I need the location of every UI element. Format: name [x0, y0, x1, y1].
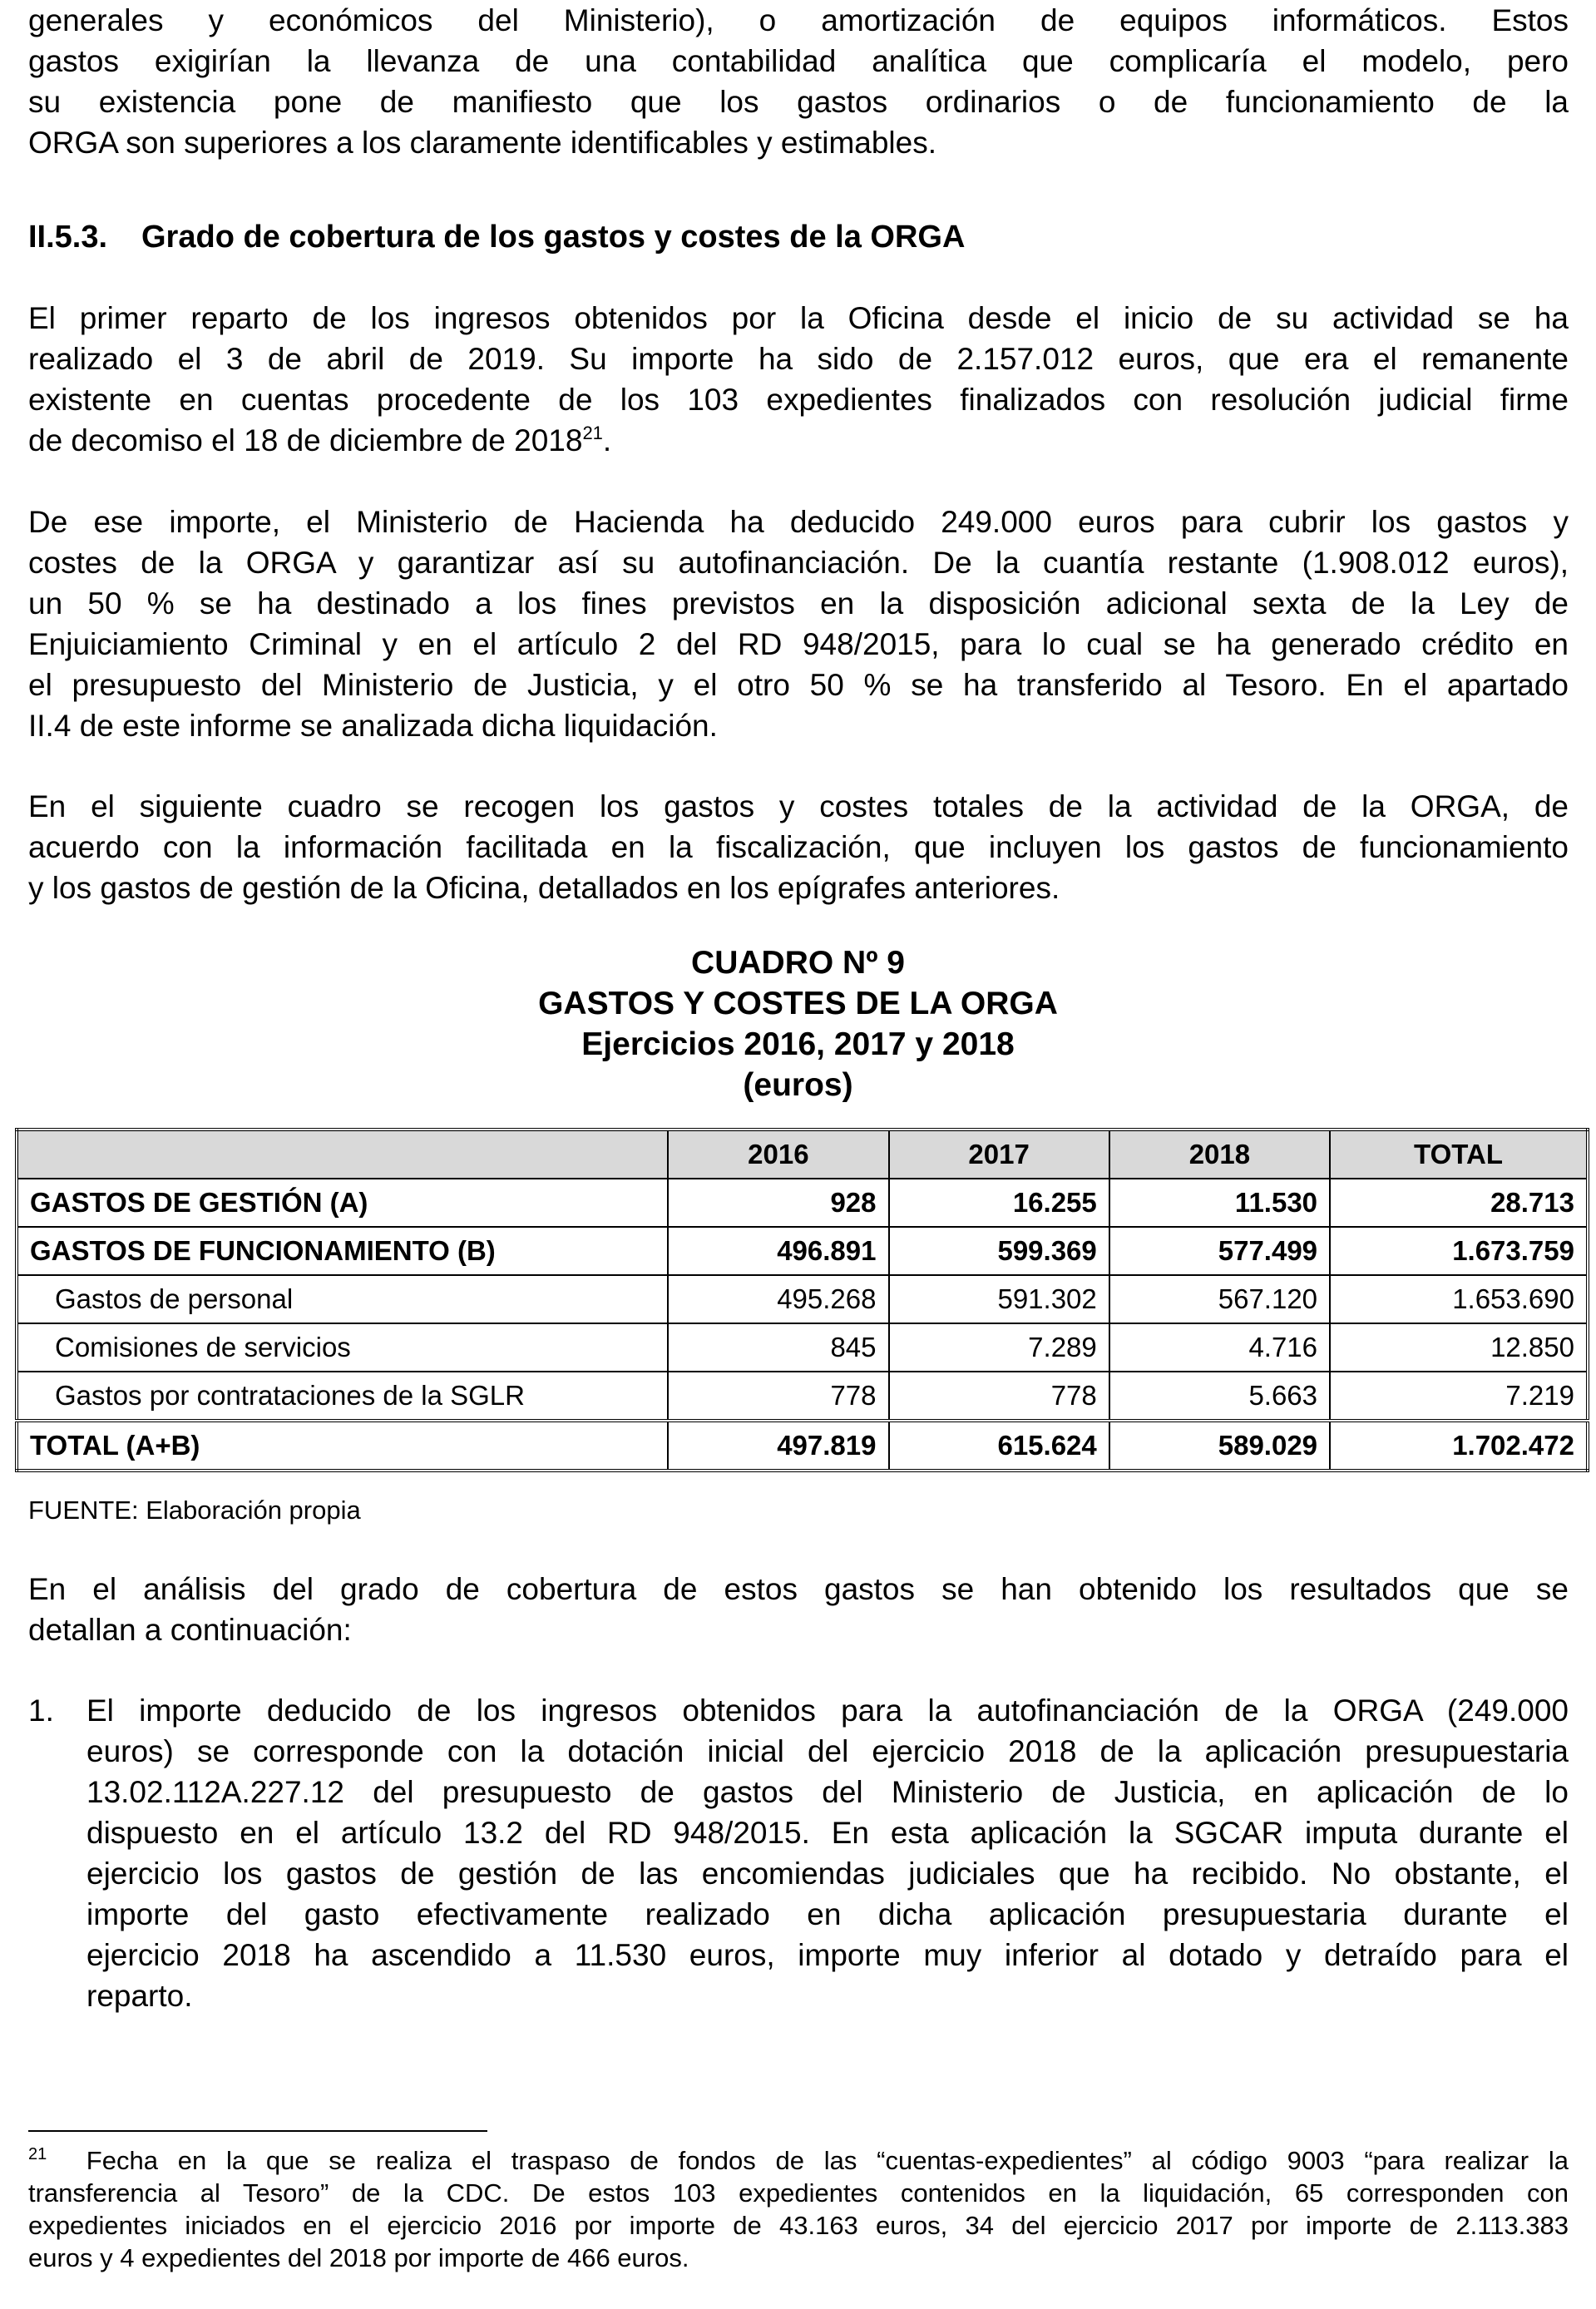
- row-label: Gastos de personal: [17, 1275, 668, 1323]
- row-label: GASTOS DE FUNCIONAMIENTO (B): [17, 1227, 668, 1275]
- table-cell: 495.268: [668, 1275, 888, 1323]
- text-line-with-footnote: [28, 420, 1569, 461]
- footnote-separator: [28, 2130, 487, 2132]
- text-fragment: de decomiso el 18 de diciembre de 2018: [28, 423, 583, 457]
- list-item: [86, 1690, 1569, 2016]
- table-cell: 16.255: [889, 1179, 1109, 1227]
- row-label: Comisiones de servicios: [17, 1323, 668, 1372]
- table-row: [17, 1227, 1588, 1275]
- text-line: su existencia pone de manifiesto que los gastos ordinarios o de funcionamiento de la: [28, 85, 1569, 119]
- table-caption: [0, 942, 1596, 1105]
- footnote-text: Fecha en la que se realiza el traspaso de fondos de las “cuentas-expedientes” al código 9003 “para realizar la: [86, 2146, 1569, 2175]
- text-line: El primer reparto de los ingresos obtenidos por la Oficina desde el inicio de su actividad se ha: [28, 301, 1569, 335]
- table-cell: 1.702.472: [1330, 1421, 1588, 1471]
- expenses-table: [15, 1128, 1589, 1472]
- table-row: [17, 1275, 1588, 1323]
- table-cell: 845: [668, 1323, 888, 1372]
- table-cell: 7.289: [889, 1323, 1109, 1372]
- table-cell: 497.819: [668, 1421, 888, 1471]
- paragraph-2: [28, 502, 1569, 746]
- text-line: el presupuesto del Ministerio de Justicia, y el otro 50 % se ha transferido al Tesoro. En el apartado: [28, 668, 1569, 702]
- table-header-cell: TOTAL: [1330, 1130, 1588, 1179]
- text-line: realizado el 3 de abril de 2019. Su importe ha sido de 2.157.012 euros, que era el remanente: [28, 342, 1569, 376]
- table-row: [17, 1323, 1588, 1372]
- footnote-line: transferencia al Tesoro” de la CDC. De estos 103 expedientes contenidos en la liquidación, 65 corresponden con: [28, 2178, 1569, 2208]
- footnote: [28, 2144, 1569, 2274]
- text-line: acuerdo con la información facilitada en la fiscalización, que incluyen los gastos de funcionamiento: [28, 830, 1569, 864]
- table-number: CUADRO Nº 9: [691, 945, 905, 981]
- text-line: 13.02.112A.227.12 del presupuesto de gastos del Ministerio de Justicia, en aplicación de lo: [86, 1775, 1569, 1809]
- table-units: (euros): [743, 1067, 853, 1103]
- text-fragment: .: [602, 423, 612, 457]
- row-label: GASTOS DE GESTIÓN (A): [17, 1179, 668, 1227]
- table-cell: 5.663: [1109, 1372, 1330, 1421]
- text-line: generales y económicos del Ministerio), o amortización de equipos informáticos. Estos: [28, 3, 1569, 37]
- text-line: euros) se corresponde con la dotación inicial del ejercicio 2018 de la aplicación presupuestaria: [86, 1734, 1569, 1768]
- text-line: costes de la ORGA y garantizar así su autofinanciación. De la cuantía restante (1.908.012 euros),: [28, 546, 1569, 580]
- table-header-cell: 2017: [889, 1130, 1109, 1179]
- table-cell: 577.499: [1109, 1227, 1330, 1275]
- paragraph-1: [28, 298, 1569, 461]
- table-cell: 496.891: [668, 1227, 888, 1275]
- text-line: ejercicio 2018 ha ascendido a 11.530 euros, importe muy inferior al dotado y detraído para el: [86, 1938, 1569, 1972]
- text-line: ORGA son superiores a los claramente identificables y estimables.: [28, 126, 937, 160]
- intro-paragraph: [28, 0, 1569, 163]
- table-cell: 567.120: [1109, 1275, 1330, 1323]
- table-cell: 11.530: [1109, 1179, 1330, 1227]
- table-cell: 599.369: [889, 1227, 1109, 1275]
- text-line: detallan a continuación:: [28, 1613, 352, 1647]
- footnote-line: expedientes iniciados en el ejercicio 2016 por importe de 43.163 euros, 34 del ejercicio 2017 por importe de 2.113.383: [28, 2211, 1569, 2240]
- table-cell: 615.624: [889, 1421, 1109, 1471]
- footnote-line: [28, 2144, 1569, 2177]
- footnote-reference[interactable]: 21: [582, 423, 603, 443]
- source-note: FUENTE: Elaboración propia: [28, 1496, 361, 1525]
- table-cell: 1.673.759: [1330, 1227, 1588, 1275]
- table-cell: 589.029: [1109, 1421, 1330, 1471]
- text-line: gastos exigirían la llevanza de una contabilidad analítica que complicaría el modelo, pero: [28, 44, 1569, 78]
- footnote-line: euros y 4 expedientes del 2018 por importe de 466 euros.: [28, 2243, 689, 2272]
- table-header-cell: [17, 1130, 668, 1179]
- table-cell: 591.302: [889, 1275, 1109, 1323]
- text-line: un 50 % se ha destinado a los fines previstos en la disposición adicional sexta de la Ley de: [28, 586, 1569, 621]
- table-row: [17, 1372, 1588, 1421]
- section-number: II.5.3.: [28, 220, 108, 255]
- text-line: En el análisis del grado de cobertura de estos gastos se han obtenido los resultados que se: [28, 1572, 1569, 1606]
- table-cell: 928: [668, 1179, 888, 1227]
- list-number: 1.: [28, 1693, 54, 1728]
- section-title: Grado de cobertura de los gastos y costes de la ORGA: [141, 220, 966, 255]
- text-line: ejercicio los gastos de gestión de las encomiendas judiciales que ha recibido. No obstante, el: [86, 1857, 1569, 1891]
- table-header-cell: 2016: [668, 1130, 888, 1179]
- table-cell: 12.850: [1330, 1323, 1588, 1372]
- text-line: existente en cuentas procedente de los 103 expedientes finalizados con resolución judicial firme: [28, 383, 1569, 417]
- text-line: y los gastos de gestión de la Oficina, detallados en los epígrafes anteriores.: [28, 871, 1060, 905]
- text-line: dispuesto en el artículo 13.2 del RD 948/2015. En esta aplicación la SGCAR imputa durante el: [86, 1816, 1569, 1850]
- text-line: Enjuiciamiento Criminal y en el artículo 2 del RD 948/2015, para lo cual se ha generado crédito en: [28, 627, 1569, 661]
- section-heading: [28, 216, 965, 258]
- table-cell: 1.653.690: [1330, 1275, 1588, 1323]
- table-header-cell: 2018: [1109, 1130, 1330, 1179]
- paragraph-3: [28, 786, 1569, 908]
- text-line: II.4 de este informe se analizada dicha liquidación.: [28, 709, 718, 743]
- table-row: [17, 1179, 1588, 1227]
- table-total-row: [17, 1421, 1588, 1471]
- table-cell: 778: [668, 1372, 888, 1421]
- paragraph-4: [28, 1569, 1569, 1650]
- text-line: importe del gasto efectivamente realizado en dicha aplicación presupuestaria durante el: [86, 1897, 1569, 1931]
- table-subtitle: Ejercicios 2016, 2017 y 2018: [581, 1026, 1015, 1062]
- row-label: Gastos por contrataciones de la SGLR: [17, 1372, 668, 1421]
- text-line: En el siguiente cuadro se recogen los gastos y costes totales de la actividad de la ORGA, de: [28, 789, 1569, 823]
- text-line: El importe deducido de los ingresos obtenidos para la autofinanciación de la ORGA (249.000: [86, 1693, 1569, 1728]
- table-cell: 778: [889, 1372, 1109, 1421]
- table-header-row: [17, 1130, 1588, 1179]
- footnote-number: 21: [28, 2145, 47, 2163]
- text-line: reparto.: [86, 1979, 193, 2013]
- table-cell: 4.716: [1109, 1323, 1330, 1372]
- row-label: TOTAL (A+B): [17, 1421, 668, 1471]
- table-title: GASTOS Y COSTES DE LA ORGA: [538, 986, 1058, 1021]
- text-line: De ese importe, el Ministerio de Hacienda ha deducido 249.000 euros para cubrir los gastos y: [28, 505, 1569, 539]
- table-cell: 28.713: [1330, 1179, 1588, 1227]
- table-cell: 7.219: [1330, 1372, 1588, 1421]
